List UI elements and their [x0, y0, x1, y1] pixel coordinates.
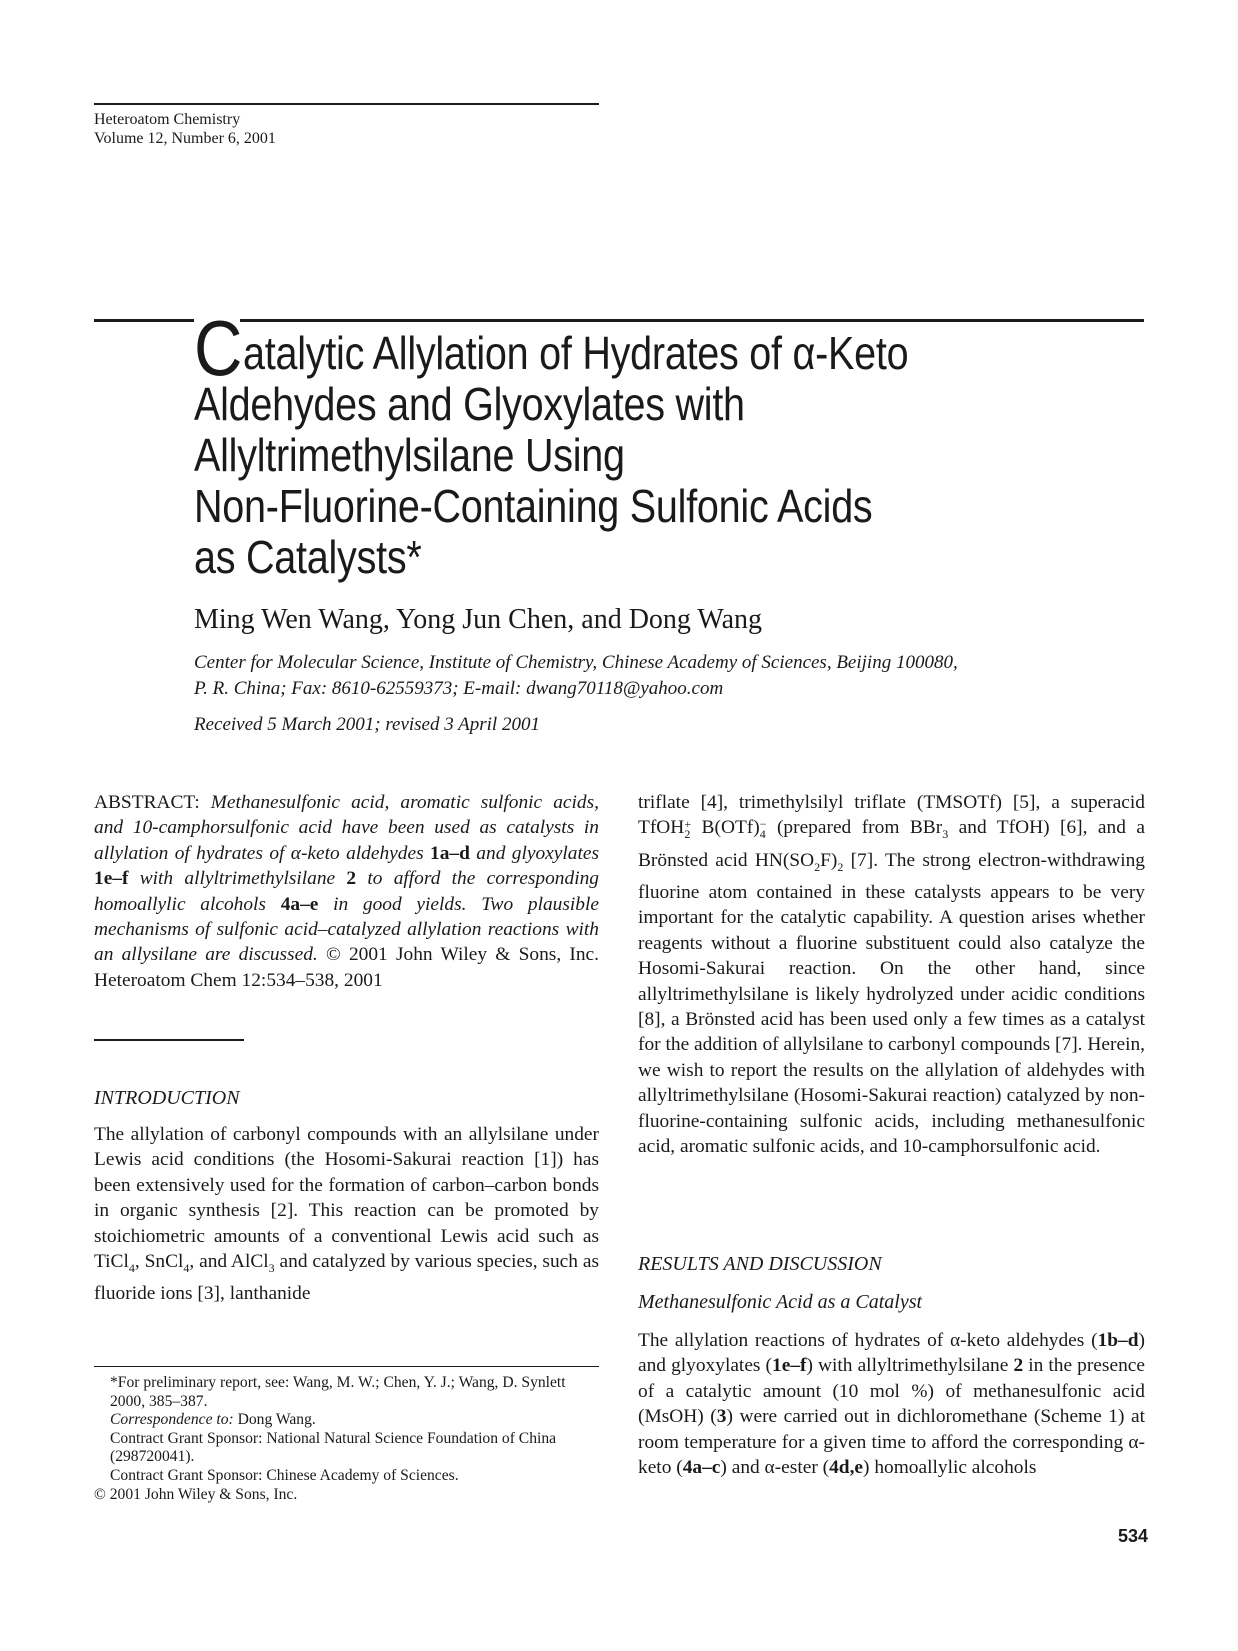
header-rule — [94, 103, 599, 105]
introduction-heading: INTRODUCTION — [94, 1087, 240, 1109]
page-number: 534 — [1118, 1526, 1149, 1546]
introduction-text: The allylation of carbonyl compounds with an allylsilane under Lewis acid conditions (the Hosomi-Sakurai reaction [1]) has been extensively used for the formation of carbon–carbon bonds in organic synthesis [2]. This reaction can be promoted by stoichiometric amounts of a conventional Lewis acid such as TiCl$_4$, SnCl$_4$, and AlCl$_3$ and catalyzed by various species, such as fluoride ions [3], lanthanide — [94, 1124, 600, 1305]
footnote-sponsor-2: Contract Grant Sponsor: Chinese Academy of Sciences. — [110, 1466, 459, 1484]
compound-ref: 3 — [716, 1406, 727, 1428]
footnotes — [94, 1374, 604, 1504]
compound-ref: 4d,e — [829, 1457, 864, 1479]
authors: Ming Wen Wang, Yong Jun Chen, and Dong Wang — [194, 604, 763, 635]
compound-ref: 1b–d — [1097, 1330, 1139, 1351]
paper-title — [194, 304, 1020, 583]
received-dates: Received 5 March 2001; revised 3 April 2001 — [194, 714, 540, 735]
footnote-rule — [94, 1366, 599, 1367]
title-rule-left — [94, 319, 194, 322]
methanesulfonic-subheading: Methanesulfonic Acid as a Catalyst — [638, 1291, 923, 1313]
compound-ref: 4a–e — [280, 893, 319, 915]
abstract: ABSTRACT: Methanesulfonic acid, aromatic sulfonic acids, and 10-camphorsulfonic acid have been used as catalysts in allylation of hydrates of α-keto aldehydes 1a–d and glyoxylates 1e–f with allyltrimethylsilane 2 to afford the corresponding homoallylic alcohols 4a–e in good yields. Two plausible mechanisms of sulfonic acid–catalyzed allylation reactions with an allysilane are discussed. © 2001 John Wiley & Sons, Inc. Heteroatom Chem 12:534–538, 2001 — [94, 792, 599, 991]
abstract-label: ABSTRACT: — [94, 792, 200, 813]
title-line-3: Allyltrimethylsilane Using — [194, 429, 625, 481]
compound-ref: 2 — [346, 868, 357, 890]
abstract-end-rule — [94, 1039, 244, 1041]
compound-ref: 2 — [1013, 1355, 1024, 1377]
title-line-1: Catalytic Allylation of Hydrates of α-Keto — [194, 304, 909, 392]
footnote-copyright: © 2001 John Wiley & Sons, Inc. — [94, 1485, 298, 1503]
title-line-4: Non-Fluorine-Containing Sulfonic Acids — [194, 480, 873, 532]
affiliation-line-2: P. R. China; Fax: 8610-62559373; E-mail: dwang70118@yahoo.com — [194, 678, 724, 699]
title-line-5: as Catalysts* — [194, 531, 422, 583]
footnote-correspondence: Correspondence to: Dong Wang. — [110, 1411, 316, 1429]
journal-volume: Volume 12, Number 6, 2001 — [94, 130, 276, 147]
results-heading: RESULTS AND DISCUSSION — [638, 1253, 882, 1275]
results-text: The allylation reactions of hydrates of α-keto aldehydes (1b–d) and glyoxylates (1e–f) with allyltrimethylsilane 2 in the presence of a catalytic amount (10 mol %) of methanesulfonic acid (MsOH) (3) were carried out in dichloromethane (Scheme 1) at room temperature for a given time to afford the corresponding α-keto (4a–c) and α-ester (4d,e) homoallylic alcohols — [638, 1330, 1146, 1479]
journal-name: Heteroatom Chemistry — [94, 111, 241, 128]
footnote-sponsor-1: Contract Grant Sponsor: National Natural Science Foundation of China (298720041). — [110, 1429, 557, 1466]
compound-ref: 1e–f — [772, 1355, 807, 1377]
title-dropcap: C — [194, 304, 243, 392]
affiliation-line-1: Center for Molecular Science, Institute of Chemistry, Chinese Academy of Sciences, Beijing 100080, — [194, 652, 958, 673]
compound-ref: 1e–f — [94, 868, 129, 890]
journal-header — [94, 110, 276, 148]
introduction-continued: triflate [4], trimethylsilyl triflate (TMSOTf) [5], a superacid TfOH + 2 B(OTf) − 4 (prepared from BBr$_3$ and TfOH) [6], and a Brönsted acid $HN(SO_2F)_2$ [7]. The strong electron-withdrawing fluorine atom contained in these catalysts appears to be very important for the catalytic capability. A question arises whether reagents without a fluorine substituent could also catalyze the Hosomi-Sakurai reaction. On the other hand, since allyltrimethylsilane is likely hydrolyzed under acidic conditions [8], a Brönsted acid has been used only a few times as a catalyst for the addition of allylsilane to carbonyl compounds [7]. Herein, we wish to report the results on the allylation of aldehydes with allyltrimethylsilane (Hosomi-Sakurai reaction) catalyzed by non-fluorine-containing sulfonic acids, including methanesulfonic acid, aromatic sulfonic acids, and 10-camphorsulfonic acid. — [638, 792, 1145, 1158]
compound-ref: 4a–c — [682, 1457, 721, 1479]
footnote-preliminary: *For preliminary report, see: Wang, M. W.; Chen, Y. J.; Wang, D. Synlett 2000, 385–387. — [110, 1374, 566, 1410]
affiliation — [194, 650, 1154, 702]
title-line-2: Aldehydes and Glyoxylates with — [194, 378, 745, 430]
compound-ref: 1a–d — [430, 842, 470, 864]
